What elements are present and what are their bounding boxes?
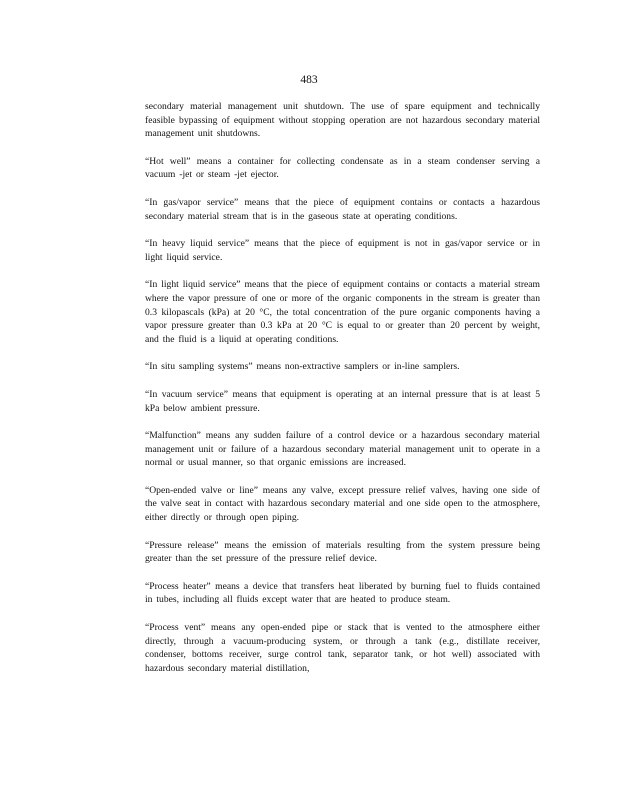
definition-in-gas-vapor-service: “In gas/vapor service” means that the piece of equipment contains or contacts a hazardous secondary material stream that is in the gaseous state at operating conditions. xyxy=(145,196,540,222)
definition-pressure-release: “Pressure release” means the emission of materials resulting from the system pressure being greater than the set pressure of the pressure relief device. xyxy=(145,539,540,565)
definition-process-heater: “Process heater” means a device that transfers heat liberated by burning fuel to fluids contained in tubes, including all fluids except water that are heated to produce steam. xyxy=(145,580,540,606)
definition-in-situ-sampling-systems: “In situ sampling systems” means non-extractive samplers or in-line samplers. xyxy=(145,361,460,373)
definition-malfunction: “Malfunction” means any sudden failure of a control device or a hazardous secondary material management unit or failure of a hazardous secondary material management unit to operate in a normal or usual manner, so that organic emissions are increased. xyxy=(145,430,540,469)
page-number: 483 xyxy=(300,74,318,86)
definition-hot-well: “Hot well” means a container for collecting condensate as in a steam condenser serving a vacuum -jet or steam -jet ejector. xyxy=(145,155,540,181)
paragraph-shutdown-continuation: secondary material management unit shutdown. The use of spare equipment and technically feasible bypassing of equipment without stopping operation are not hazardous secondary material management unit shutdowns. xyxy=(145,101,540,140)
definition-open-ended-valve-or-line: “Open-ended valve or line” means any valve, except pressure relief valves, having one side of the valve seat in contact with hazardous secondary material and one side open to the atmosphere, either directly or through open piping. xyxy=(145,484,540,524)
definition-in-light-liquid-service: “In light liquid service” means that the piece of equipment contains or contacts a material stream where the vapor pressure of one or more of the organic components in the stream is greater than 0.3 kilopascals (kPa) at 20 °C, the total concentration of the pure organic components having a vapor pressure greater than 0.3 kPa at 20 °C is equal to or greater than 20 percent by weight, and the fluid is a liquid at operating conditions. xyxy=(145,279,540,345)
definition-in-heavy-liquid-service: “In heavy liquid service” means that the piece of equipment is not in gas/vapor service or in light liquid service. xyxy=(145,238,540,263)
document-body xyxy=(145,100,540,675)
definition-in-vacuum-service: “In vacuum service” means that equipment is operating at an internal pressure that is at least 5 kPa below ambient pressure. xyxy=(145,388,540,414)
definition-process-vent: “Process vent” means any open-ended pipe or stack that is vented to the atmosphere either directly, through a vacuum-producing system, or through a tank (e.g., distillate receiver, condenser, bottoms receiver, surge control tank, separator tank, or hot well) associated with hazardous secondary material distillation, xyxy=(145,622,540,674)
